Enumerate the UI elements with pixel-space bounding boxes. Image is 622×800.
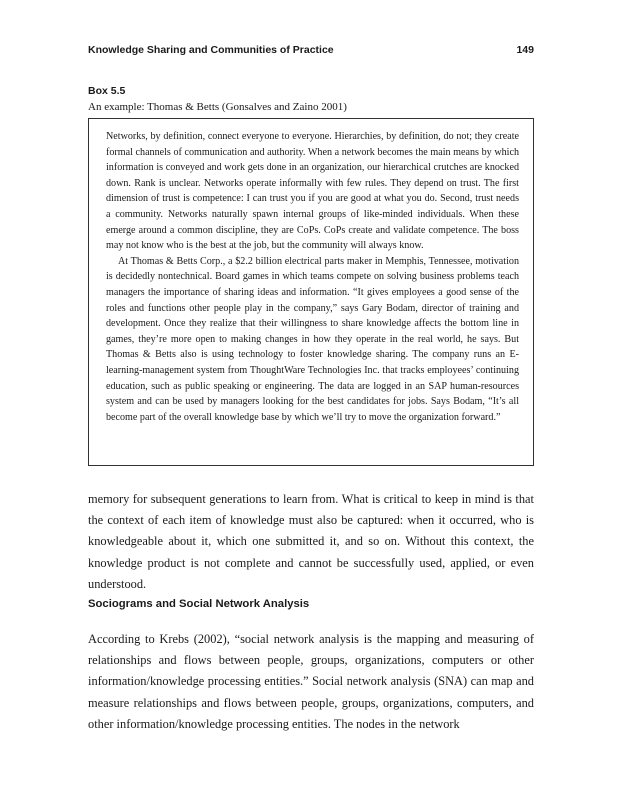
body-paragraph-2: According to Krebs (2002), “social network analysis is the mapping and measuring of relationships and flows between people, groups, organizations, computers or other information/knowledge processing entities.” Social network analysis (SNA) can map and measure relationships and flows between people, groups, organizations, computers, and other information/knowledge processing entities. The nodes in the network: [88, 632, 534, 731]
box-paragraph-1: Networks, by definition, connect everyone to everyone. Hierarchies, by definition, do not; they create formal channels of communication and authority. When a network becomes the main means by which information is conveyed and work gets done in an organization, our hierarchical crutches are knocked down. Rank is unclear. Networks operate informally with few rules. They depend on trust. The first dimension of trust is competence: I can trust you if you are good at what you do. Second, trust needs a community. Networks naturally spawn internal groups of like-minded individuals. When these emerge around a common discipline, they are CoPs. CoPs create and validate competence. The boss may not know who is the best at the job, but the community will always know.: [106, 131, 519, 252]
box-caption: An example: Thomas & Betts (Gonsalves and Zaino 2001): [88, 101, 347, 113]
box-label: Box 5.5: [88, 85, 126, 97]
example-box: [88, 118, 534, 466]
running-title: Knowledge Sharing and Communities of Practice: [88, 44, 334, 56]
box-paragraph-2: At Thomas & Betts Corp., a $2.2 billion electrical parts maker in Memphis, Tennessee, motivation is decidedly nontechnical. Board games in which teams compete on solving business problems teach managers the importance of sharing ideas and information. “It gives employees a good sense of the roles and functions other people play in the company,” says Gary Bodam, director of training and development. Once they realize that their willingness to share knowledge affects the bottom line in games, they’re more open to making changes in how they operate in the real world, he says. But Thomas & Betts also is using technology to foster knowledge sharing. The company runs an E-learning-management system from ThoughtWare Technologies Inc. that tracks employees’ continuing education, such as public speaking or engineering. The data are logged in an SAP human-resources system and can be used by managers looking for the best candidates for jobs. Says Bodam, “It’s all become part of the overall knowledge base by which we’ll try to move the organization forward.”: [106, 255, 519, 423]
page-number: 149: [516, 44, 534, 56]
section-heading: Sociograms and Social Network Analysis: [88, 598, 310, 610]
body-paragraph-1: memory for subsequent generations to learn from. What is critical to keep in mind is that the context of each item of knowledge must also be captured: when it occurred, who is knowledgeable about it, which one submitted it, and so on. Without this context, the knowledge product is not complete and cannot be successfully used, applied, or even understood.: [88, 492, 534, 591]
running-header: [88, 44, 534, 56]
